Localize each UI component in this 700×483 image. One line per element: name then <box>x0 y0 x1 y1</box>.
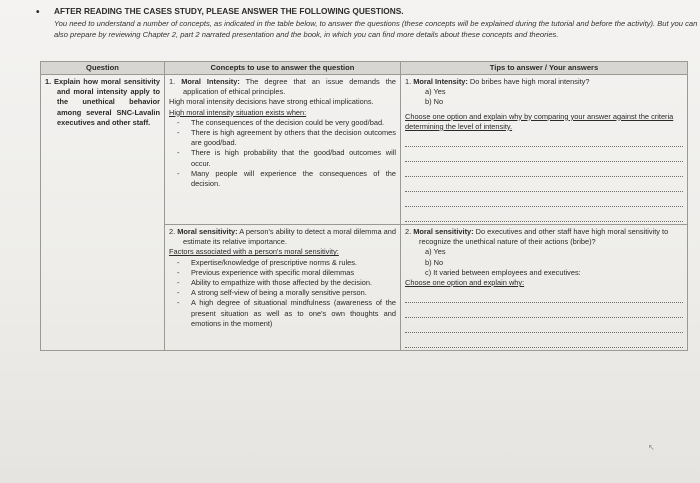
answer-line[interactable] <box>405 320 683 333</box>
answer-line[interactable] <box>405 209 683 222</box>
list-item: - Expertise/knowledge of prescriptive norms & rules. <box>191 258 396 268</box>
situation-list <box>169 118 396 189</box>
header-tips: Tips to answer / Your answers <box>401 62 688 75</box>
answer-line[interactable] <box>405 179 683 192</box>
tip-cell-moral-sensitivity <box>401 225 688 351</box>
list-item: - There is high agreement by others that the decision outcomes are good/bad. <box>191 128 396 148</box>
option-no: b) No <box>425 257 444 267</box>
tip-title: 1. Moral Intensity: Do bribes have high moral intensity? <box>405 77 590 86</box>
concept-text: High moral intensity decisions have strong ethical implications. <box>169 97 374 107</box>
concept-cell-moral-intensity <box>165 75 401 225</box>
list-item: - A high degree of situational mindfulness (awareness of the present situation as well as to one's own thoughts and emotions in the moment) <box>191 298 396 329</box>
list-item: - Ability to empathize with those affected by the decision. <box>191 278 396 288</box>
option-yes: a) Yes <box>425 87 446 97</box>
answer-line[interactable] <box>405 164 683 177</box>
factors-list <box>169 258 396 329</box>
table-header-row <box>41 62 688 75</box>
option-no: b) No <box>425 97 444 107</box>
intro-paragraph: You need to understand a number of concepts, as indicated in the table below, to answer the questions (these concepts will be explained during the tutorial and before the activity). But you can also prepare by reviewing Chapter 2, part 2 narrated presentation and the book, in which you can find more details about these concepts and theories. <box>54 19 698 39</box>
question-text: 1. Explain how moral sensitivity and moral intensity apply to the unethical behavior among several SNC-Lavalin executives and other staff. <box>45 77 160 127</box>
tip-cell-moral-intensity <box>401 75 688 225</box>
cursor-mark-icon: ↖ <box>648 443 655 452</box>
concept-title: 1. Moral Intensity: The degree that an issue demands the application of ethical principles. <box>169 77 396 97</box>
tip-instruction: Choose one option and explain why by comparing your answer against the criteria determining the level of intensity. <box>405 111 674 131</box>
list-item: - There is high probability that the good/bad outcomes will occur. <box>191 148 396 168</box>
tip-title: 2. Moral sensitivity: Do executives and other staff have high moral sensitivity to recognize the unethical nature of their actions (bribe)? <box>405 227 669 247</box>
table-row <box>41 75 688 225</box>
list-item: - A strong self-view of being a morally sensitive person. <box>191 288 396 298</box>
answer-line[interactable] <box>405 335 683 348</box>
concept-cell-moral-sensitivity <box>165 225 401 351</box>
answer-line[interactable] <box>405 134 683 147</box>
question-table <box>40 61 688 351</box>
factors-header: Factors associated with a person's moral sensitivity: <box>169 247 339 257</box>
header-question: Question <box>41 62 165 75</box>
bullet-icon: • <box>36 7 40 18</box>
answer-line[interactable] <box>405 305 683 318</box>
list-item: - The consequences of the decision could be very good/bad. <box>191 118 396 128</box>
tip-instruction: Choose one option and explain why: <box>405 278 525 288</box>
page-heading: AFTER READING THE CASES STUDY, PLEASE ANSWER THE FOLLOWING QUESTIONS. <box>54 6 404 16</box>
answer-line[interactable] <box>405 290 683 303</box>
question-cell <box>41 75 165 351</box>
answer-line[interactable] <box>405 149 683 162</box>
header-concepts: Concepts to use to answer the question <box>165 62 401 75</box>
list-item: - Many people will experience the consequences of the decision. <box>191 169 396 189</box>
concept-title: 2. Moral sensitivity: A person's ability to detect a moral dilemma and estimate its relative importance. <box>169 227 396 247</box>
answer-line[interactable] <box>405 194 683 207</box>
situation-header: High moral intensity situation exists when: <box>169 107 307 117</box>
option-yes: a) Yes <box>425 247 446 257</box>
option-varied: c) It varied between employees and executives: <box>425 267 581 277</box>
list-item: - Previous experience with specific moral dilemmas <box>191 268 396 278</box>
